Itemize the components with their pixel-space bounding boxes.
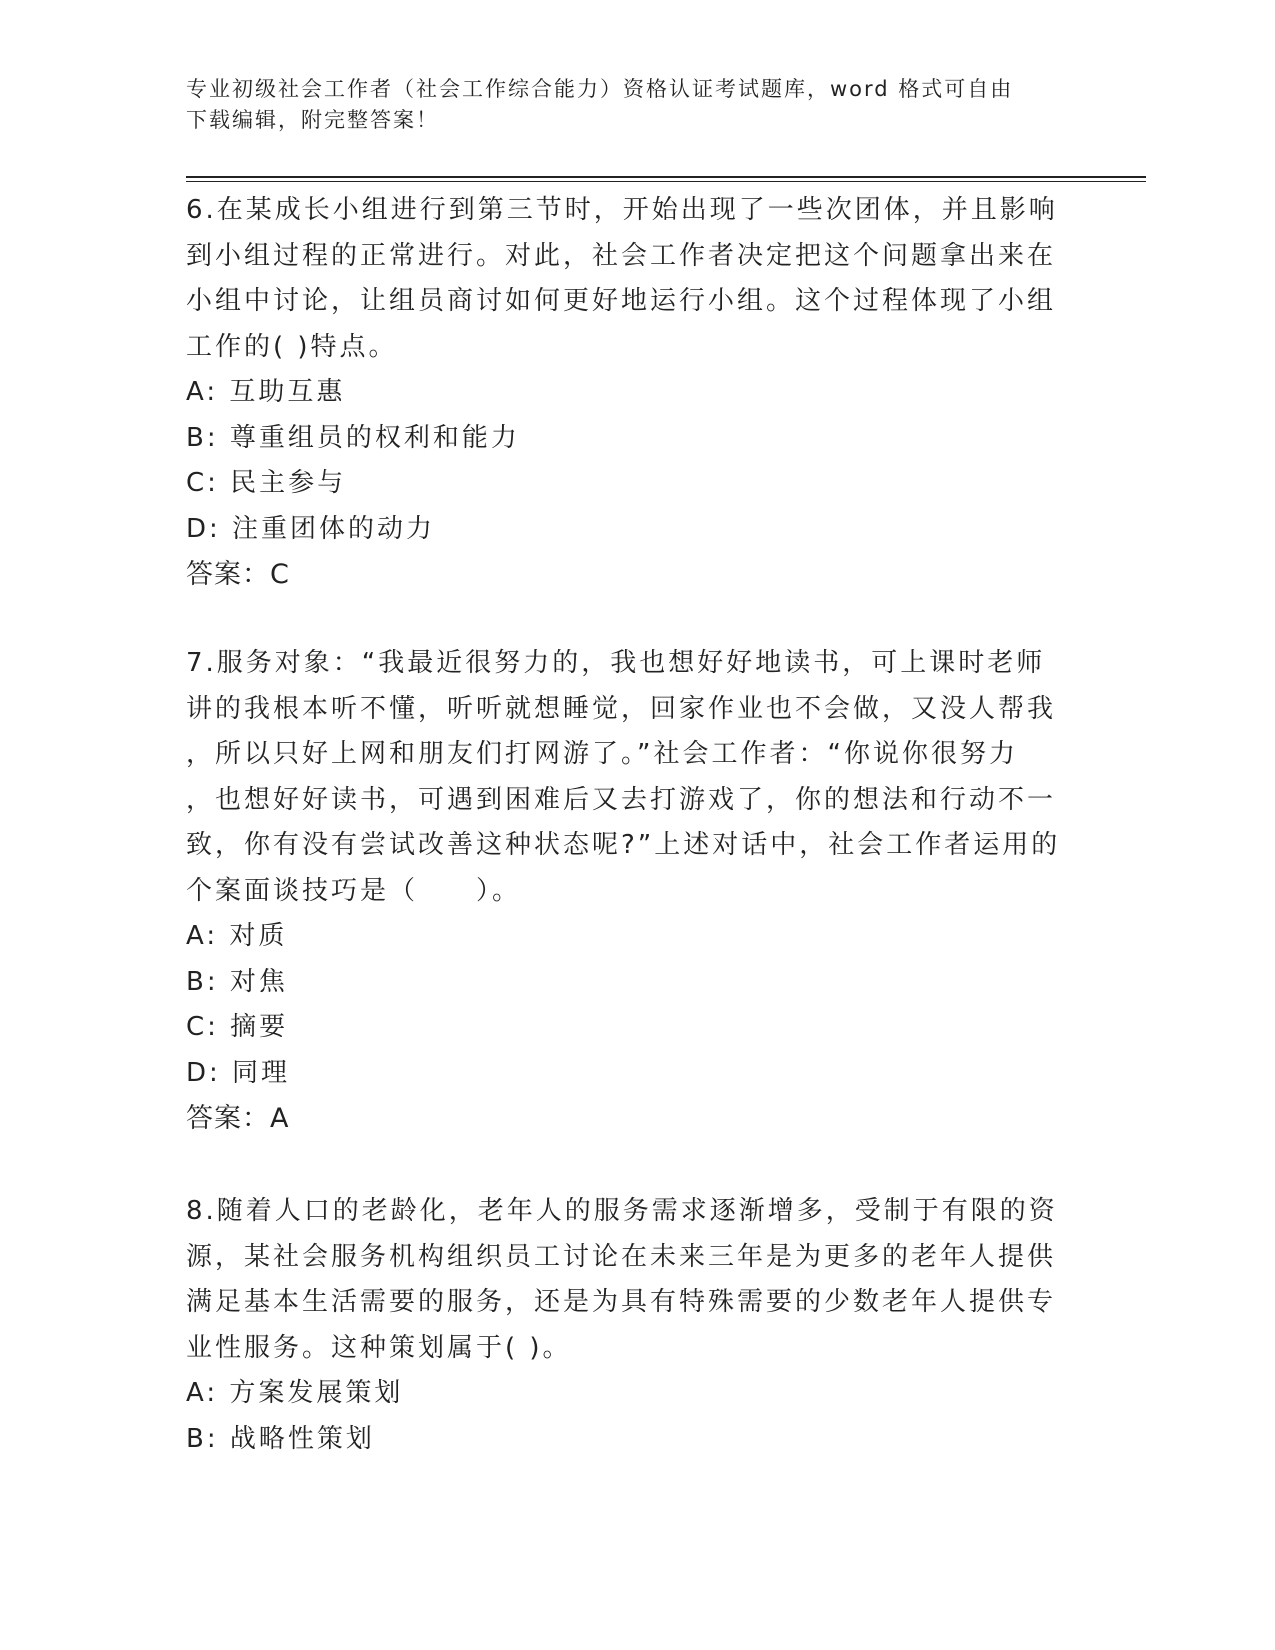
- question-stem: [186, 1189, 1066, 1371]
- stem-line: 8.随着人口的老龄化，老年人的服务需求逐渐增多，受制于有限的资: [186, 1196, 1058, 1226]
- question-stem: [186, 641, 1066, 914]
- stem-line: 个案面谈技巧是（ ）。: [186, 875, 522, 906]
- stem-line: ，所以只好上网和朋友们打网游了。”社会工作者：“你说你很努力: [186, 739, 1018, 769]
- option-list: [186, 1371, 1066, 1462]
- option-c: C: 民主参与: [186, 468, 347, 498]
- stem-line: 讲的我根本听不懂，听听就想睡觉，回家作业也不会做，又没人帮我: [186, 693, 1057, 724]
- option-d: D: 注重团体的动力: [186, 513, 436, 544]
- question-6: [186, 188, 1066, 598]
- stem-line: 小组中讨论，让组员商讨如何更好地运行小组。这个过程体现了小组: [186, 286, 1057, 316]
- option-a: A: 互助互惠: [186, 377, 346, 407]
- stem-line: 致，你有没有尝试改善这种状态呢?”上述对话中，社会工作者运用的: [186, 830, 1061, 860]
- option-list: [186, 914, 1066, 1096]
- header-line-2: 下载编辑，附完整答案！: [186, 108, 439, 132]
- option-c: C: 摘要: [186, 1012, 289, 1042]
- stem-line: 到小组过程的正常进行。对此，社会工作者决定把这个问题拿出来在: [186, 240, 1057, 271]
- header-line-1: 专业初级社会工作者（社会工作综合能力）资格认证考试题库，word 格式可自由: [186, 77, 1014, 101]
- stem-line: 源，某社会服务机构组织员工讨论在未来三年是为更多的老年人提供: [186, 1241, 1057, 1272]
- option-a: A: 方案发展策划: [186, 1378, 404, 1408]
- option-a: A: 对质: [186, 921, 288, 951]
- header-divider-thick: [186, 176, 1146, 178]
- stem-line: ，也想好好读书，可遇到困难后又去打游戏了，你的想法和行动不一: [186, 784, 1057, 815]
- option-b: B: 对焦: [186, 966, 288, 997]
- question-8: [186, 1189, 1066, 1462]
- answer-label: 答案：C: [186, 559, 290, 590]
- option-b: B: 尊重组员的权利和能力: [186, 422, 520, 453]
- option-list: [186, 370, 1066, 552]
- header-divider-thin: [186, 181, 1146, 182]
- stem-line: 满足基本生活需要的服务，还是为具有特殊需要的少数老年人提供专: [186, 1287, 1057, 1317]
- question-stem: [186, 188, 1066, 370]
- answer-label: 答案：A: [186, 1103, 290, 1134]
- question-7: [186, 641, 1066, 1142]
- stem-line: 7.服务对象：“我最近很努力的，我也想好好地读书，可上课时老师: [186, 648, 1046, 678]
- option-b: B: 战略性策划: [186, 1423, 375, 1454]
- stem-line: 6.在某成长小组进行到第三节时，开始出现了一些次团体，并且影响: [186, 195, 1058, 225]
- document-header: [186, 74, 1086, 136]
- stem-line: 业性服务。这种策划属于( )。: [186, 1332, 572, 1363]
- stem-line: 工作的( )特点。: [186, 331, 398, 362]
- option-d: D: 同理: [186, 1057, 291, 1088]
